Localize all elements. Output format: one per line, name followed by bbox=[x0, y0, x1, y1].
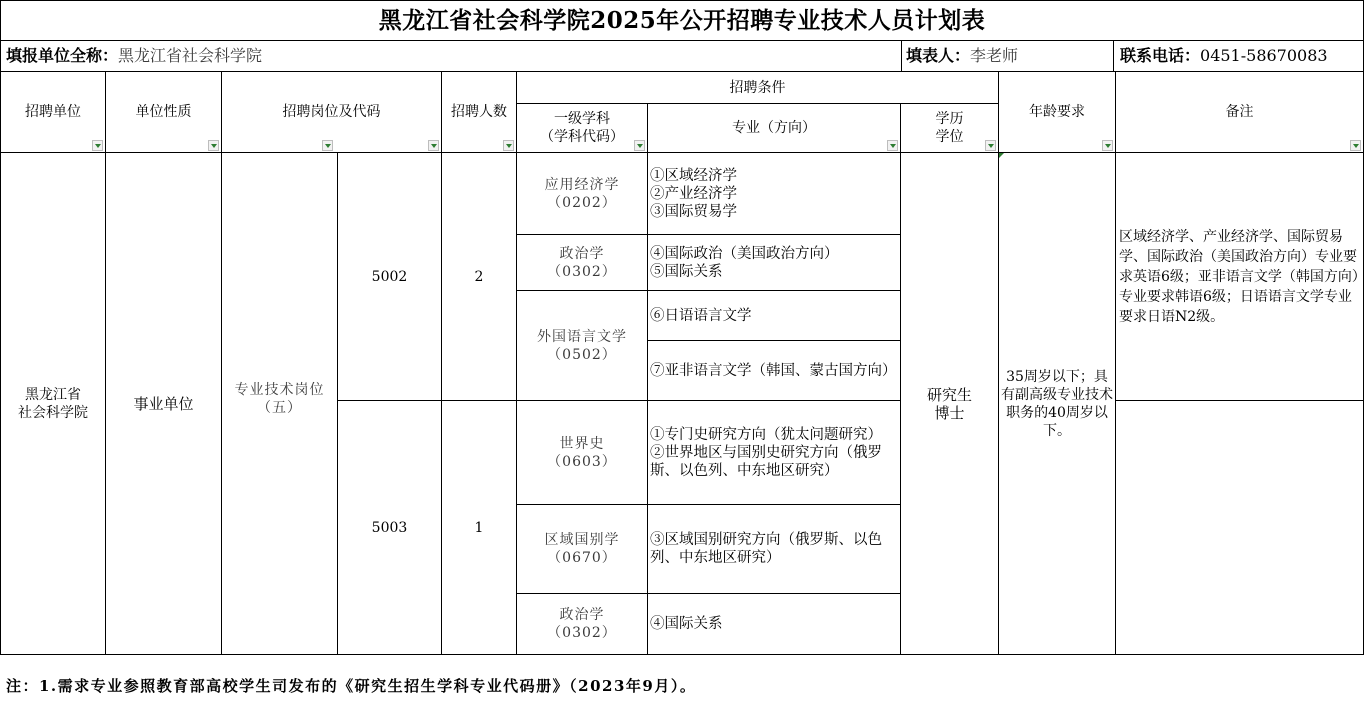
major-item: ①区域经济学 bbox=[650, 167, 737, 184]
header-discipline-line1: 一级学科 bbox=[554, 111, 610, 127]
remark-cell bbox=[1116, 153, 1364, 401]
discipline-cell bbox=[517, 153, 648, 235]
filter-dropdown-icon[interactable] bbox=[1102, 140, 1113, 151]
discipline-cell bbox=[517, 505, 648, 594]
discipline-cell bbox=[517, 401, 648, 505]
discipline-name: 应用经济学 bbox=[544, 176, 620, 193]
unit-value: 黑龙江省社会科学院 bbox=[118, 46, 263, 65]
filter-dropdown-icon[interactable] bbox=[208, 140, 219, 151]
discipline-cell bbox=[517, 291, 648, 401]
header-discipline-line2: （学科代码） bbox=[540, 129, 624, 145]
header-nature-label: 单位性质 bbox=[135, 104, 192, 120]
post-line1: 专业技术岗位 bbox=[234, 381, 325, 398]
filter-dropdown-icon[interactable] bbox=[985, 140, 996, 151]
discipline-name: 政治学 bbox=[559, 607, 605, 623]
header-post-label: 招聘岗位及代码 bbox=[282, 104, 381, 120]
major-cell bbox=[648, 291, 901, 341]
unit-line2: 社会科学院 bbox=[18, 404, 88, 421]
filler-label: 填表人： bbox=[906, 46, 971, 65]
filter-dropdown-icon[interactable] bbox=[322, 140, 333, 151]
header-remark bbox=[1116, 72, 1364, 153]
discipline-code: （0302） bbox=[547, 263, 617, 280]
post-line2: （五） bbox=[257, 399, 302, 416]
remark-cell bbox=[1116, 401, 1364, 655]
degree-line2: 博士 bbox=[934, 403, 965, 422]
post-code-cell bbox=[338, 153, 442, 401]
major-item: ④国际政治（美国政治方向） bbox=[650, 245, 839, 262]
discipline-name: 外国语言文学 bbox=[537, 328, 627, 345]
header-count-label: 招聘人数 bbox=[451, 104, 507, 120]
major-item: ⑦亚非语言文学（韩国、蒙古国方向） bbox=[650, 362, 897, 379]
major-item: ⑤国际关系 bbox=[650, 263, 723, 280]
post-code-cell bbox=[338, 401, 442, 655]
header-nature bbox=[106, 72, 222, 153]
major-cell bbox=[648, 594, 901, 655]
major-item: ①专门史研究方向（犹太问题研究） bbox=[650, 426, 882, 443]
major-item: ③国际贸易学 bbox=[650, 203, 737, 220]
filter-dropdown-icon[interactable] bbox=[1350, 140, 1361, 151]
post-count-cell bbox=[442, 401, 517, 655]
age-value: 35周岁以下；具有副高级专业技术职务的40周岁以下。 bbox=[1001, 368, 1113, 439]
post-cell bbox=[222, 153, 338, 655]
header-remark-label: 备注 bbox=[1225, 104, 1254, 120]
post-code: 5002 bbox=[371, 268, 408, 285]
major-cell bbox=[648, 341, 901, 401]
header-degree-line1: 学历 bbox=[935, 111, 964, 127]
discipline-cell bbox=[517, 594, 648, 655]
nature-cell bbox=[106, 153, 222, 655]
filter-dropdown-icon[interactable] bbox=[428, 140, 439, 151]
discipline-cell bbox=[517, 235, 648, 291]
header-major bbox=[648, 104, 901, 153]
header-unit-label: 招聘单位 bbox=[25, 104, 81, 120]
discipline-code: （0670） bbox=[547, 550, 617, 566]
major-item: ⑥日语语言文学 bbox=[650, 307, 752, 324]
header-major-label: 专业（方向） bbox=[732, 120, 816, 136]
remark-value: 区域经济学、产业经济学、国际贸易学、国际政治（美国政治方向）专业要求英语6级；亚非语言文学（韩国方向）专业要求韩语6级；日语语言文学专业要求日语N2级。 bbox=[1119, 228, 1359, 325]
nature-value: 事业单位 bbox=[133, 394, 194, 413]
post-count: 2 bbox=[474, 268, 484, 285]
discipline-code: （0302） bbox=[547, 625, 617, 641]
degree-line1: 研究生 bbox=[926, 385, 972, 404]
phone-value: 0451-58670083 bbox=[1200, 46, 1328, 65]
major-item: ②产业经济学 bbox=[650, 185, 737, 202]
major-item: ③区域国别研究方向（俄罗斯、以色列、中东地区研究） bbox=[650, 532, 882, 566]
major-cell bbox=[648, 505, 901, 594]
filler-value: 李老师 bbox=[970, 46, 1019, 65]
major-cell bbox=[648, 235, 901, 291]
discipline-code: （0603） bbox=[547, 453, 617, 470]
discipline-name: 区域国别学 bbox=[544, 532, 620, 548]
header-age bbox=[999, 72, 1116, 153]
unit-info-cell bbox=[0, 41, 902, 72]
unit-cell bbox=[0, 153, 106, 655]
filter-dropdown-icon[interactable] bbox=[503, 140, 514, 151]
footnote: 注：1.需求专业参照教育部高校学生司发布的《研究生招生学科专业代码册》（2023年9月）。 bbox=[6, 677, 697, 695]
filler-info-cell bbox=[902, 41, 1114, 72]
discipline-name: 政治学 bbox=[559, 245, 605, 262]
filter-dropdown-icon[interactable] bbox=[92, 140, 103, 151]
filter-dropdown-icon[interactable] bbox=[634, 140, 645, 151]
header-conditions-label: 招聘条件 bbox=[729, 79, 786, 96]
age-cell bbox=[999, 153, 1116, 655]
degree-cell bbox=[901, 153, 999, 655]
phone-label: 联系电话： bbox=[1120, 46, 1201, 65]
major-cell bbox=[648, 401, 901, 505]
header-degree-line2: 学位 bbox=[935, 129, 964, 145]
header-degree bbox=[901, 104, 999, 153]
header-age-label: 年龄要求 bbox=[1029, 104, 1085, 120]
post-code: 5003 bbox=[371, 519, 408, 536]
discipline-code: （0502） bbox=[547, 346, 617, 363]
major-cell bbox=[648, 153, 901, 235]
discipline-name: 世界史 bbox=[559, 435, 605, 452]
header-discipline bbox=[517, 104, 648, 153]
post-count: 1 bbox=[474, 519, 484, 536]
post-count-cell bbox=[442, 153, 517, 401]
table-title: 黑龙江省社会科学院2025年公开招聘专业技术人员计划表 bbox=[0, 0, 1364, 41]
header-conditions bbox=[517, 72, 999, 104]
header-unit bbox=[0, 72, 106, 153]
header-count bbox=[442, 72, 517, 153]
major-item: ②世界地区与国别史研究方向（俄罗斯、以色列、中东地区研究） bbox=[650, 444, 882, 479]
phone-info-cell bbox=[1114, 41, 1364, 72]
filter-dropdown-icon[interactable] bbox=[887, 140, 898, 151]
discipline-code: （0202） bbox=[547, 194, 617, 211]
comment-marker-icon bbox=[999, 153, 1004, 158]
major-item: ④国际关系 bbox=[650, 616, 723, 632]
unit-line1: 黑龙江省 bbox=[25, 386, 81, 403]
header-post bbox=[222, 72, 442, 153]
unit-label: 填报单位全称： bbox=[6, 46, 119, 65]
